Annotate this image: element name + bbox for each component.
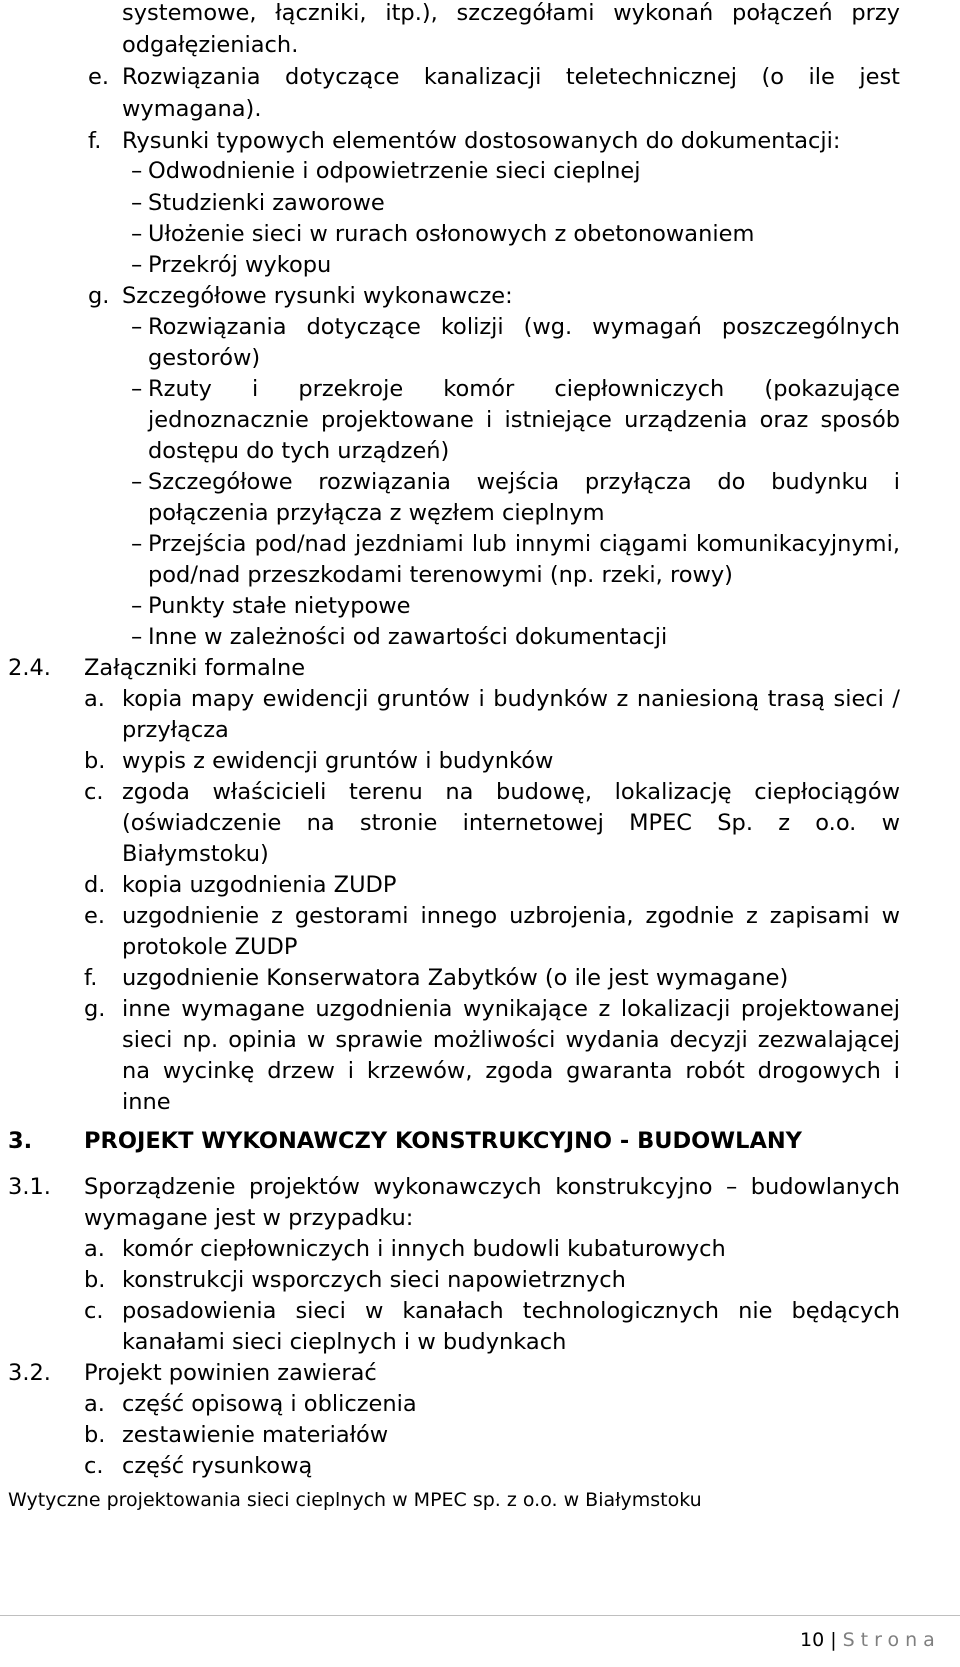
- list-item: kopia uzgodnienia ZUDP: [122, 872, 397, 898]
- list-marker: a.: [84, 686, 105, 712]
- list-item: część opisową i obliczenia: [122, 1391, 417, 1417]
- section-title: Załączniki formalne: [84, 655, 306, 681]
- list-item: gestorów): [148, 345, 261, 371]
- list-marker: a.: [84, 1236, 105, 1262]
- list-marker: d.: [84, 872, 106, 898]
- list-item: Białymstoku): [122, 841, 269, 867]
- list-item: zestawienie materiałów: [122, 1422, 389, 1448]
- dash-bullet: –: [131, 376, 143, 402]
- list-marker: e.: [88, 64, 109, 90]
- list-marker: c.: [84, 1298, 104, 1324]
- body-line: wymagane jest w przypadku:: [84, 1205, 414, 1231]
- list-item: Rzuty i przekroje komór ciepłowniczych (pokazujące: [148, 376, 900, 402]
- list-item: jednoznacznie projektowane i istniejące urządzenia oraz sposób: [148, 407, 900, 433]
- dash-bullet: –: [131, 531, 143, 557]
- dash-bullet: –: [131, 624, 143, 650]
- list-item: kopia mapy ewidencji gruntów i budynków z naniesioną trasą sieci /: [122, 686, 900, 712]
- list-item: Inne w zależności od zawartości dokumentacji: [148, 624, 668, 650]
- chapter-title: PROJEKT WYKONAWCZY KONSTRUKCYJNO - BUDOWLANY: [84, 1128, 802, 1154]
- section-number: 3.1.: [8, 1174, 51, 1200]
- list-marker: f.: [88, 128, 102, 154]
- section-number: 3.2.: [8, 1360, 51, 1386]
- list-marker: g.: [84, 996, 106, 1022]
- dash-bullet: –: [131, 158, 143, 184]
- list-marker: g.: [88, 283, 110, 309]
- list-item: inne wymagane uzgodnienia wynikające z lokalizacji projektowanej: [122, 996, 900, 1022]
- page-separator: |: [830, 1629, 837, 1651]
- list-marker: a.: [84, 1391, 105, 1417]
- list-item: wypis z ewidencji gruntów i budynków: [122, 748, 554, 774]
- list-item: przyłącza: [122, 717, 229, 743]
- list-item: część rysunkową: [122, 1453, 313, 1479]
- list-item: kanałami sieci cieplnych i w budynkach: [122, 1329, 567, 1355]
- list-item: konstrukcji wsporczych sieci napowietrznych: [122, 1267, 626, 1293]
- body-line: wymagana).: [122, 96, 262, 122]
- list-item: Studzienki zaworowe: [148, 190, 385, 216]
- list-item: inne: [122, 1089, 171, 1115]
- list-marker: b.: [84, 1267, 106, 1293]
- list-item: uzgodnienie Konserwatora Zabytków (o ile jest wymagane): [122, 965, 789, 991]
- body-line: odgałęzieniach.: [122, 32, 299, 58]
- list-item: Rozwiązania dotyczące kolizji (wg. wymagań poszczególnych: [148, 314, 900, 340]
- list-item: Ułożenie sieci w rurach osłonowych z obetonowaniem: [148, 221, 755, 247]
- list-item: Odwodnienie i odpowietrzenie sieci cieplnej: [148, 158, 641, 184]
- footer-text: Wytyczne projektowania sieci cieplnych w MPEC sp. z o.o. w Białymstoku: [8, 1489, 702, 1511]
- dash-bullet: –: [131, 221, 143, 247]
- dash-bullet: –: [131, 593, 143, 619]
- page-number: 10: [800, 1629, 825, 1651]
- list-marker: e.: [84, 903, 105, 929]
- list-item: protokole ZUDP: [122, 934, 298, 960]
- list-item: pod/nad przeszkodami terenowymi (np. rzeki, rowy): [148, 562, 733, 588]
- body-line: Rysunki typowych elementów dostosowanych do dokumentacji:: [122, 128, 841, 154]
- chapter-number: 3.: [8, 1128, 33, 1154]
- body-line: Sporządzenie projektów wykonawczych konstrukcyjno – budowlanych: [84, 1174, 900, 1200]
- list-item: na wycinkę drzew i krzewów, zgoda gwaranta robót drogowych i: [122, 1058, 900, 1084]
- list-item: uzgodnienie z gestorami innego uzbrojenia, zgodnie z zapisami w: [122, 903, 900, 929]
- body-line: Szczegółowe rysunki wykonawcze:: [122, 283, 513, 309]
- dash-bullet: –: [131, 469, 143, 495]
- list-item: sieci np. opinia w sprawie możliwości wydania decyzji zezwalającej: [122, 1027, 900, 1053]
- list-marker: f.: [84, 965, 98, 991]
- section-number: 2.4.: [8, 655, 51, 681]
- dash-bullet: –: [131, 190, 143, 216]
- dash-bullet: –: [131, 252, 143, 278]
- list-item: Przejścia pod/nad jezdniami lub innymi ciągami komunikacyjnymi,: [148, 531, 900, 557]
- list-item: dostępu do tych urządzeń): [148, 438, 450, 464]
- list-item: połączenia przyłącza z węzłem cieplnym: [148, 500, 605, 526]
- list-item: Szczegółowe rozwiązania wejścia przyłącza do budynku i: [148, 469, 900, 495]
- list-item: Przekrój wykopu: [148, 252, 332, 278]
- body-line: systemowe, łączniki, itp.), szczegółami wykonań połączeń przy: [122, 0, 900, 26]
- list-marker: c.: [84, 779, 104, 805]
- page-label: Strona: [842, 1629, 941, 1651]
- dash-bullet: –: [131, 314, 143, 340]
- body-line: Rozwiązania dotyczące kanalizacji teletechnicznej (o ile jest: [122, 64, 900, 90]
- list-item: (oświadczenie na stronie internetowej MPEC Sp. z o.o. w: [122, 810, 900, 836]
- list-item: posadowienia sieci w kanałach technologicznych nie będących: [122, 1298, 900, 1324]
- list-marker: b.: [84, 1422, 106, 1448]
- footer-divider: [0, 1615, 960, 1616]
- list-item: Punkty stałe nietypowe: [148, 593, 411, 619]
- list-item: komór ciepłowniczych i innych budowli kubaturowych: [122, 1236, 726, 1262]
- section-title: Projekt powinien zawierać: [84, 1360, 377, 1386]
- list-marker: c.: [84, 1453, 104, 1479]
- page-number-block: [800, 1627, 941, 1653]
- list-marker: b.: [84, 748, 106, 774]
- list-item: zgoda właścicieli terenu na budowę, lokalizację ciepłociągów: [122, 779, 900, 805]
